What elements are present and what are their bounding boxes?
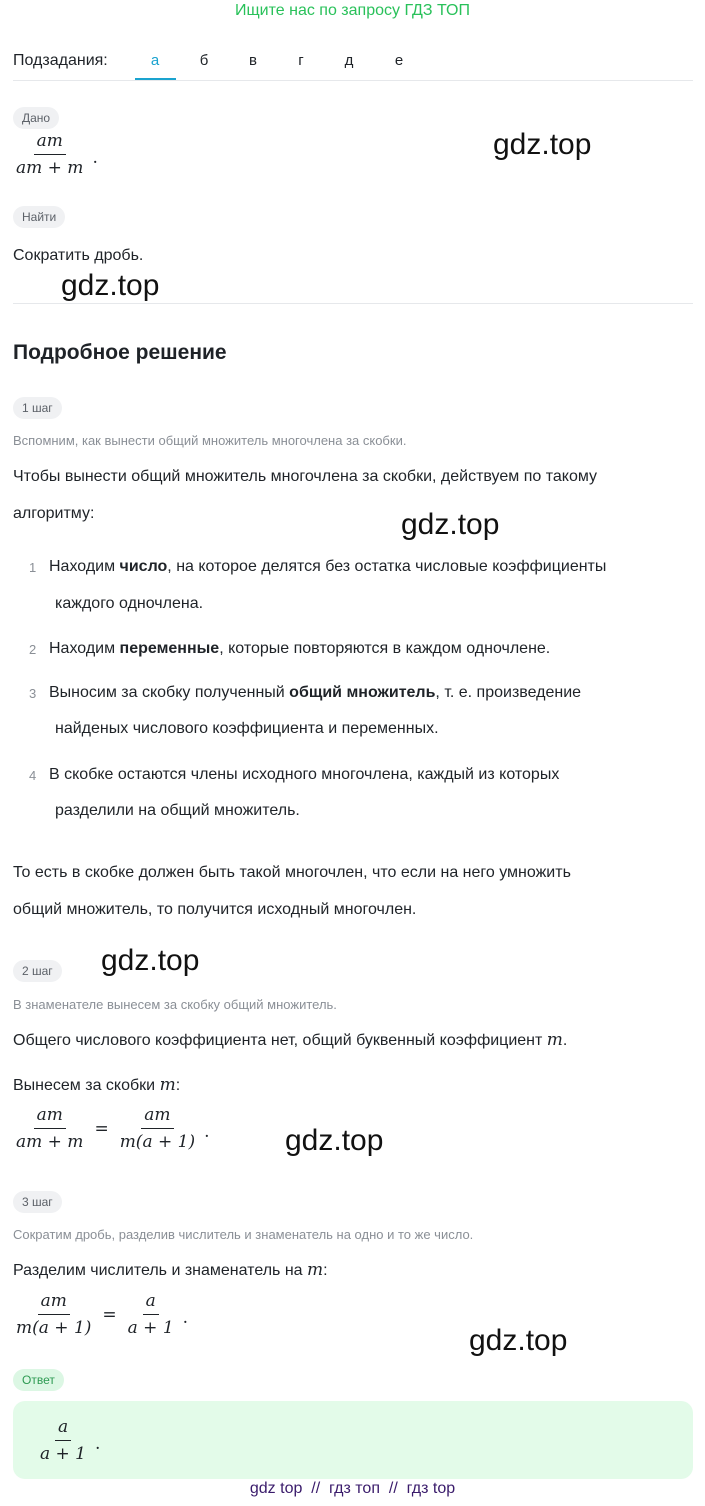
fraction-denominator: am + m bbox=[16, 1132, 84, 1152]
list-item-continuation: разделили на общий множитель. bbox=[55, 802, 300, 819]
tab-d[interactable]: д bbox=[344, 52, 354, 69]
watermark: gdz.top bbox=[493, 128, 592, 161]
fraction-denominator: a + 1 bbox=[127, 1318, 174, 1338]
equals-sign: = bbox=[94, 1118, 109, 1139]
step1-para1-line1: Чтобы вынести общий множитель многочлена за скобки, действуем по такому bbox=[13, 468, 598, 485]
fraction-numerator: am bbox=[34, 131, 66, 155]
list-item: Находим переменные, которые повторяются в каждом одночлене. bbox=[49, 640, 551, 657]
fraction-denominator: m(a + 1) bbox=[16, 1318, 92, 1338]
tab-b[interactable]: б bbox=[199, 52, 209, 69]
step2-hint: В знаменателе вынесем за скобку общий множитель. bbox=[13, 997, 337, 1012]
given-fraction bbox=[13, 131, 98, 178]
watermark: gdz.top bbox=[101, 944, 200, 977]
list-number: 2 bbox=[29, 642, 37, 657]
step3-hint: Сократим дробь, разделив числитель и знаменатель на одно и то же число. bbox=[13, 1227, 474, 1242]
tab-v[interactable]: в bbox=[249, 52, 257, 69]
step2-equation bbox=[13, 1105, 209, 1152]
step1-para2-line1: То есть в скобке должен быть такой многочлен, что если на него умножить bbox=[13, 864, 571, 881]
solution-heading: Подробное решение bbox=[13, 341, 227, 364]
answer-box bbox=[13, 1401, 693, 1479]
fraction-numerator: a bbox=[143, 1291, 159, 1315]
list-item: Выносим за скобку полученный общий множитель, т. е. произведение bbox=[49, 684, 582, 701]
step1-para1-line2: алгоритму: bbox=[13, 505, 95, 522]
step2-text1: Общего числового коэффициента нет, общий буквенный коэффициент m. bbox=[13, 1030, 568, 1050]
list-number: 4 bbox=[29, 768, 37, 783]
given-pill: Дано bbox=[13, 107, 59, 129]
fraction-denominator: am + m bbox=[16, 158, 84, 178]
fraction-numerator: am bbox=[38, 1291, 70, 1315]
period: . bbox=[182, 1308, 189, 1328]
watermark: gdz.top bbox=[61, 269, 160, 302]
fraction-numerator: a bbox=[55, 1417, 71, 1441]
tab-e[interactable]: е bbox=[394, 52, 404, 69]
period: . bbox=[204, 1122, 210, 1142]
footer-links: gdz top // гдз топ // гдз top bbox=[249, 1480, 456, 1497]
watermark: gdz.top bbox=[469, 1324, 568, 1357]
list-item-continuation: найденых числового коэффициента и переменных. bbox=[55, 720, 439, 737]
subtasks-label: Подзадания: bbox=[13, 52, 108, 69]
list-item: Находим число, на которое делятся без остатка числовые коэффициенты bbox=[49, 558, 607, 575]
step2-text2: Вынесем за скобки m: bbox=[13, 1075, 181, 1095]
list-item: В скобке остаются члены исходного многочлена, каждый из которых bbox=[49, 766, 560, 783]
fraction-denominator: a + 1 bbox=[40, 1444, 87, 1464]
period: . bbox=[95, 1434, 101, 1454]
answer-pill: Ответ bbox=[13, 1369, 64, 1391]
period: . bbox=[92, 148, 98, 168]
step3-equation bbox=[13, 1291, 188, 1338]
fraction-denominator: m(a + 1) bbox=[119, 1132, 196, 1152]
step3-pill: 3 шаг bbox=[13, 1191, 62, 1213]
equals-sign: = bbox=[102, 1304, 117, 1325]
tab-a[interactable]: а bbox=[150, 52, 160, 69]
find-pill: Найти bbox=[13, 206, 65, 228]
step1-hint: Вспомним, как вынести общий множитель многочлена за скобки. bbox=[13, 433, 407, 448]
answer-fraction bbox=[37, 1417, 100, 1464]
watermark: gdz.top bbox=[401, 508, 500, 541]
step2-pill: 2 шаг bbox=[13, 960, 62, 982]
list-number: 3 bbox=[29, 686, 37, 701]
search-banner: Ищите нас по запросу ГДЗ ТОП bbox=[235, 2, 470, 19]
step1-pill: 1 шаг bbox=[13, 397, 62, 419]
find-text: Сократить дробь. bbox=[13, 247, 144, 264]
tab-g[interactable]: г bbox=[298, 52, 304, 69]
fraction-numerator: am bbox=[141, 1105, 173, 1129]
fraction-numerator: am bbox=[34, 1105, 66, 1129]
list-item-continuation: каждого одночлена. bbox=[55, 595, 204, 612]
tabs-divider bbox=[13, 80, 693, 81]
section-divider bbox=[13, 303, 693, 304]
watermark: gdz.top bbox=[285, 1124, 384, 1157]
step3-text: Разделим числитель и знаменатель на m: bbox=[13, 1260, 328, 1280]
step1-para2-line2: общий множитель, то получится исходный многочлен. bbox=[13, 901, 417, 918]
list-number: 1 bbox=[29, 560, 37, 575]
